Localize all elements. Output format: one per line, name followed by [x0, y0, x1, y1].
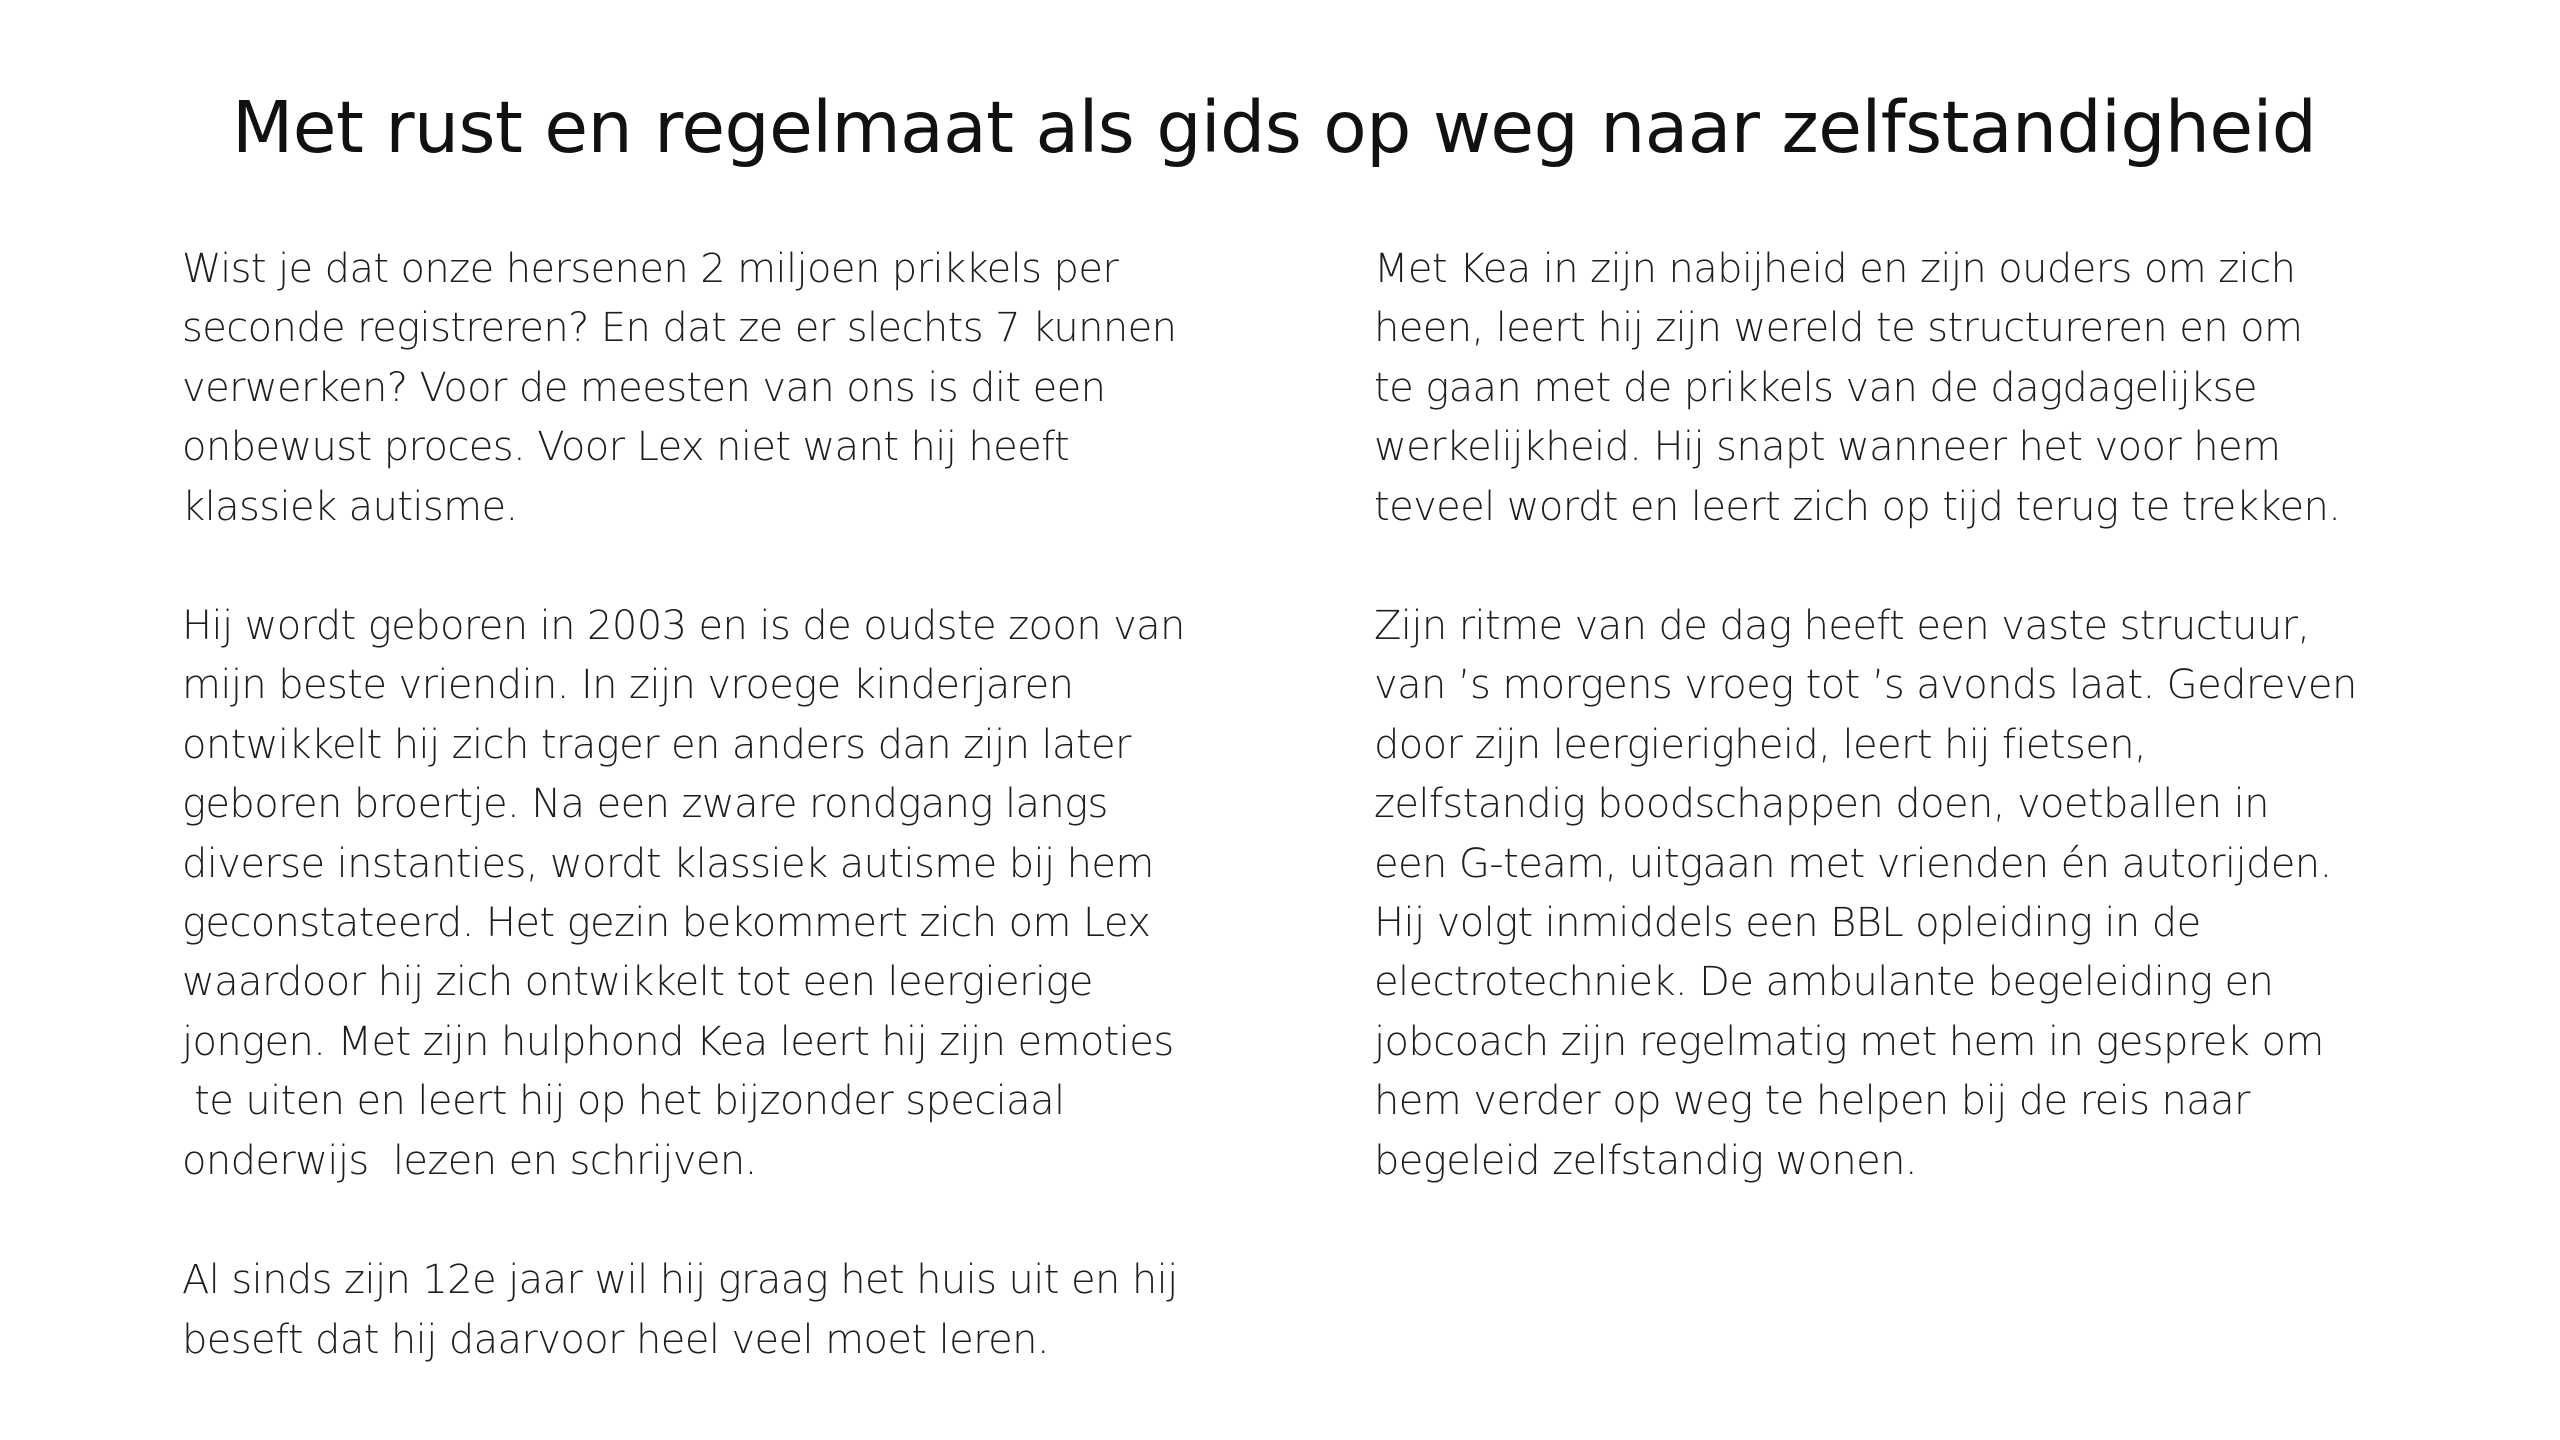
text-line: Zijn ritme van de dag heeft een vaste structuur,: [1374, 603, 2310, 650]
paragraph: [1374, 597, 2454, 1191]
paragraph: [1374, 240, 2454, 537]
text-line: onbewust proces. Voor Lex niet want hij heeft: [182, 424, 1070, 471]
text-line: mijn beste vriendin. In zijn vroege kinderjaren: [182, 662, 1074, 709]
text-line: begeleid zelfstandig wonen.: [1374, 1137, 1917, 1184]
text-line: hem verder op weg te helpen bij de reis naar: [1374, 1078, 2250, 1125]
text-line: Hij wordt geboren in 2003 en is de oudste zoon van: [182, 603, 1185, 650]
paragraph: [182, 1251, 1262, 1370]
text-line: ontwikkelt hij zich trager en anders dan zijn later: [182, 721, 1131, 768]
text-line: van ’s morgens vroeg tot ’s avonds laat. Gedreven: [1374, 662, 2357, 709]
paragraph: [182, 597, 1262, 1191]
text-line: waardoor hij zich ontwikkelt tot een leergierige: [182, 959, 1093, 1006]
text-line: zelfstandig boodschappen doen, voetballen in: [1374, 781, 2269, 828]
text-line: geconstateerd. Het gezin bekommert zich om Lex: [182, 900, 1151, 947]
left-column: [182, 240, 1262, 1430]
text-line: beseft dat hij daarvoor heel veel moet leren.: [182, 1316, 1049, 1363]
paragraph: [182, 240, 1262, 537]
text-line: te uiten en leert hij op het bijzonder speciaal: [182, 1078, 1065, 1125]
text-line: Al sinds zijn 12e jaar wil hij graag het huis uit en hij: [182, 1257, 1178, 1304]
text-line: Wist je dat onze hersenen 2 miljoen prikkels per: [182, 246, 1119, 292]
text-line: jobcoach zijn regelmatig met hem in gesprek om: [1374, 1018, 2324, 1065]
right-column: [1374, 240, 2454, 1251]
text-line: Met Kea in zijn nabijheid en zijn ouders om zich: [1374, 246, 2296, 292]
text-line: werkelijkheid. Hij snapt wanneer het voor hem: [1374, 424, 2281, 471]
text-line: electrotechniek. De ambulante begeleiding en: [1374, 959, 2274, 1006]
text-line: door zijn leergierigheid, leert hij fietsen,: [1374, 721, 2147, 768]
text-line: jongen. Met zijn hulphond Kea leert hij zijn emoties: [182, 1018, 1174, 1065]
text-line: heen, leert hij zijn wereld te structureren en om: [1374, 305, 2303, 352]
text-line: te gaan met de prikkels van de dagdagelijkse: [1374, 364, 2257, 411]
text-line: geboren broertje. Na een zware rondgang langs: [182, 781, 1108, 828]
text-line: onderwijs lezen en schrijven.: [182, 1137, 757, 1184]
text-line: klassiek autisme.: [182, 483, 518, 530]
text-line: verwerken? Voor de meesten van ons is dit een: [182, 364, 1106, 411]
text-line: teveel wordt en leert zich op tijd terug te trekken.: [1374, 483, 2341, 530]
text-line: diverse instanties, wordt klassiek autisme bij hem: [182, 840, 1154, 887]
page-title: Met rust en regelmaat als gids op weg naar zelfstandigheid: [232, 86, 2317, 169]
text-line: Hij volgt inmiddels een BBL opleiding in de: [1374, 900, 2201, 947]
text-line: een G-team, uitgaan met vrienden én autorijden.: [1374, 840, 2332, 887]
text-line: seconde registreren? En dat ze er slechts 7 kunnen: [182, 305, 1177, 352]
